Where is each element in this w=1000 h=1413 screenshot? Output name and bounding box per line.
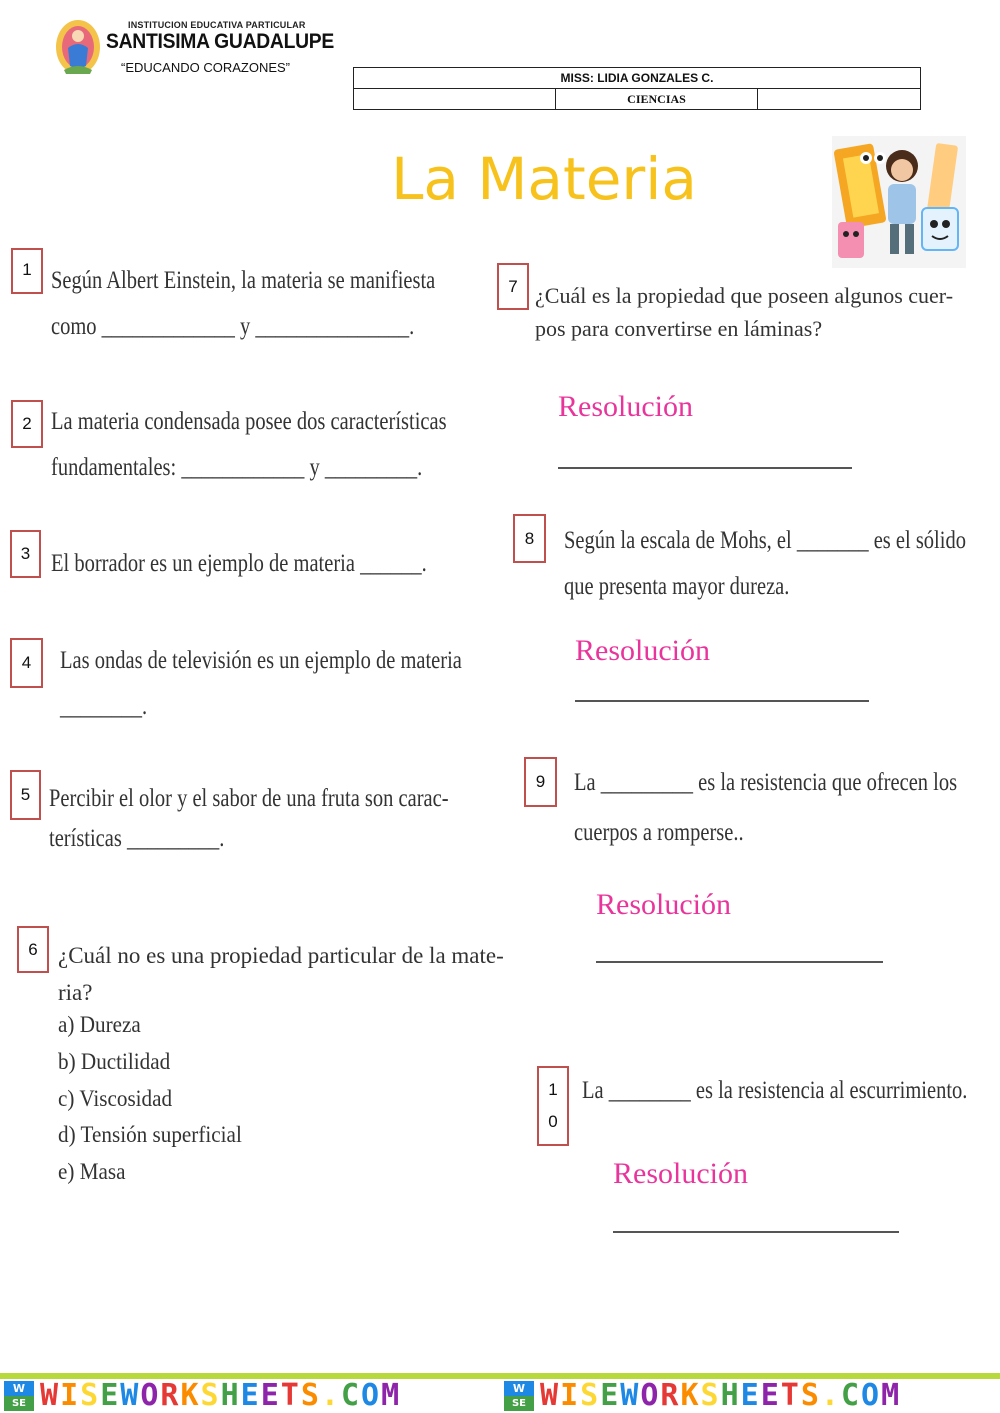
question-10-text [582, 1068, 967, 1114]
watermark-letter: O [361, 1378, 382, 1413]
question-5-text [49, 779, 449, 859]
answer-line-10 [613, 1231, 899, 1233]
watermark-letter: S [300, 1378, 321, 1413]
watermark-letter: S [700, 1378, 721, 1413]
question-number-4: 4 [10, 638, 43, 688]
question-9-line-2: cuerpos a romperse.. [574, 819, 744, 846]
question-number-10-digit-2: 0 [548, 1112, 558, 1131]
resolution-label-9: Resolución [596, 888, 731, 921]
watermark-letter: S [80, 1378, 101, 1413]
question-9-line-1: La _________ es la resistencia que ofrecen los [574, 769, 958, 796]
answer-line-7 [558, 467, 852, 469]
watermark-letter: E [760, 1378, 781, 1413]
question-4-line-1: Las ondas de televisión es un ejemplo de materia [60, 647, 462, 674]
question-7-text [535, 279, 953, 345]
wiseworksheets-badge-icon-2 [504, 1381, 534, 1411]
question-6-text [58, 937, 504, 1011]
institution-name: SANTISIMA GUADALUPE [106, 30, 335, 53]
badge-top-1: W [4, 1381, 34, 1396]
watermark-text-2 [540, 1378, 901, 1413]
watermark-letter: E [100, 1378, 121, 1413]
question-6-option-a: a) Dureza [58, 1012, 141, 1037]
watermark-letter: T [280, 1378, 301, 1413]
question-number-9: 9 [524, 757, 557, 807]
question-7-line-2: pos para convertirse en láminas? [535, 316, 823, 341]
question-number-6: 6 [17, 926, 49, 973]
watermark-letter: I [60, 1378, 81, 1413]
question-6-option-b: b) Ductilidad [58, 1049, 171, 1074]
question-8-line-2: que presenta mayor dureza. [564, 573, 790, 600]
watermark-letter: K [180, 1378, 201, 1413]
question-6-option-e: e) Masa [58, 1159, 126, 1184]
blank-cell-left [354, 89, 556, 110]
watermark-text-1 [40, 1378, 401, 1413]
watermark-letter: W [540, 1378, 561, 1413]
question-number-10-digit-1: 1 [548, 1080, 558, 1099]
watermark-letter: H [720, 1378, 741, 1413]
question-1-line-2: como _____________ y _______________. [51, 313, 415, 340]
wiseworksheets-badge-icon-1 [4, 1381, 34, 1411]
resolution-label-7: Resolución [558, 390, 693, 423]
question-number-2: 2 [11, 400, 43, 448]
page-title: La Materia [391, 145, 697, 213]
badge-top-2: W [504, 1381, 534, 1396]
blank-cell-right [758, 89, 921, 110]
watermark-letter: C [840, 1378, 861, 1413]
watermark-letters [540, 1378, 901, 1413]
watermark-letter: H [220, 1378, 241, 1413]
question-number-1: 1 [11, 248, 43, 294]
question-number-7: 7 [497, 263, 529, 310]
watermark-letter: E [600, 1378, 621, 1413]
answer-line-8 [575, 700, 869, 702]
watermark-letter: W [620, 1378, 641, 1413]
question-10-line-1: La ________ es la resistencia al escurrimiento. [582, 1077, 968, 1104]
question-1-line-1: Según Albert Einstein, la materia se manifiesta [51, 267, 436, 294]
header-info-table [353, 67, 921, 110]
question-4-line-2: ________. [60, 693, 148, 720]
watermark-letter: R [160, 1378, 181, 1413]
question-number-10 [537, 1066, 569, 1146]
watermark-letter: . [320, 1378, 341, 1413]
watermark-letter: O [140, 1378, 161, 1413]
watermark-letter: R [660, 1378, 681, 1413]
question-3-line-1: El borrador es un ejemplo de materia ______. [51, 550, 427, 577]
badge-bottom-2: SE [504, 1396, 534, 1411]
resolution-label-8: Resolución [575, 634, 710, 667]
question-8-text [564, 518, 966, 610]
school-logo [54, 18, 102, 76]
watermark-letter: E [260, 1378, 281, 1413]
question-4-text [60, 638, 462, 730]
question-number-8: 8 [513, 514, 546, 563]
institution-motto: “EDUCANDO CORAZONES” [121, 60, 291, 75]
question-5-line-2: terísticas _________. [49, 825, 225, 852]
watermark-letter: S [800, 1378, 821, 1413]
subject-name: CIENCIAS [556, 89, 758, 110]
institution-type: INSTITUCION EDUCATIVA PARTICULAR [128, 20, 306, 30]
question-number-5: 5 [10, 770, 41, 820]
watermark-letter: O [861, 1378, 882, 1413]
answer-line-9 [596, 961, 883, 963]
watermark-letter: S [200, 1378, 221, 1413]
question-2-line-2: fundamentales: ____________ y _________. [51, 454, 423, 481]
watermark-letter: C [340, 1378, 361, 1413]
watermark-letter: T [780, 1378, 801, 1413]
cartoon-illustration [832, 136, 966, 268]
question-6-option-c: c) Viscosidad [58, 1086, 173, 1111]
watermark-letter: M [381, 1378, 402, 1413]
watermark-letter: W [120, 1378, 141, 1413]
question-6-line-1: ¿Cuál no es una propiedad particular de la mate- [58, 943, 504, 968]
question-9-text [574, 758, 957, 858]
watermark-letter: S [580, 1378, 601, 1413]
watermark-letter: . [820, 1378, 841, 1413]
watermark-letter: O [640, 1378, 661, 1413]
question-7-line-1: ¿Cuál es la propiedad que poseen algunos cuer- [535, 283, 954, 308]
watermark-letter: W [40, 1378, 61, 1413]
teacher-name: MISS: LIDIA GONZALES C. [354, 68, 921, 89]
watermark-letter: I [560, 1378, 581, 1413]
watermark-letter: M [881, 1378, 902, 1413]
question-number-3: 3 [10, 530, 41, 578]
watermark-letter: K [680, 1378, 701, 1413]
question-3-text [51, 541, 427, 587]
watermark-letter: E [240, 1378, 261, 1413]
watermark-letters [40, 1378, 401, 1413]
watermark-letter: E [740, 1378, 761, 1413]
question-6-option-d: d) Tensión superficial [58, 1122, 242, 1147]
question-6-line-2: ria? [58, 980, 93, 1005]
question-2-line-1: La materia condensada posee dos características [51, 408, 447, 435]
question-2-text [51, 399, 447, 491]
badge-bottom-1: SE [4, 1396, 34, 1411]
question-1-text [51, 258, 435, 350]
question-8-line-1: Según la escala de Mohs, el _______ es el sólido [564, 527, 966, 554]
question-5-line-1: Percibir el olor y el sabor de una fruta son carac- [49, 785, 449, 812]
resolution-label-10: Resolución [613, 1157, 748, 1190]
